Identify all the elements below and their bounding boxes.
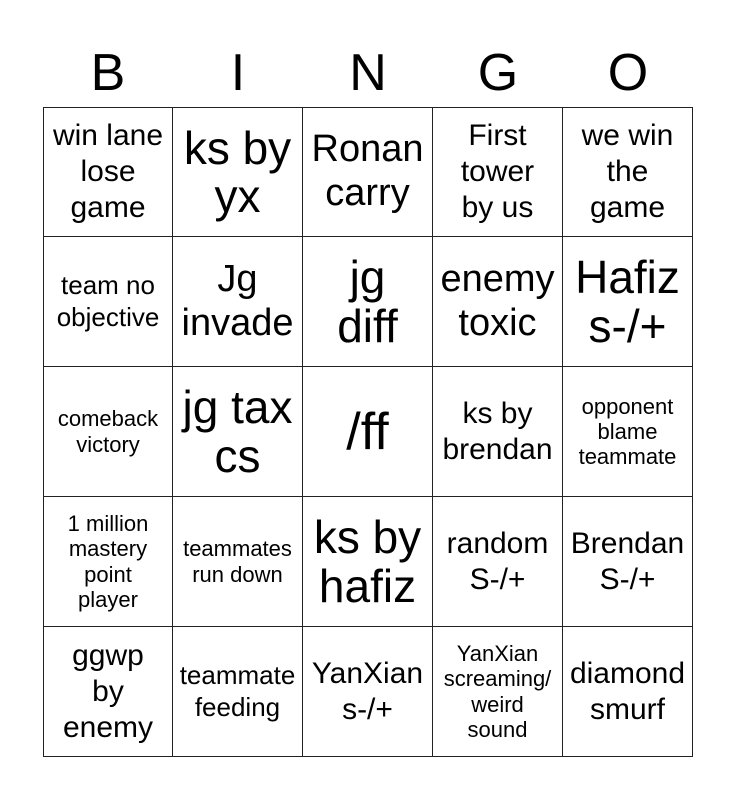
bingo-cell[interactable]: random S-/+ bbox=[433, 497, 563, 627]
bingo-cell[interactable]: jg tax cs bbox=[173, 367, 303, 497]
bingo-cell[interactable]: Hafiz s-/+ bbox=[563, 237, 693, 367]
bingo-cell[interactable]: enemy toxic bbox=[433, 237, 563, 367]
bingo-cell[interactable]: First tower by us bbox=[433, 107, 563, 237]
header-letter-n: N bbox=[349, 44, 387, 102]
bingo-cell[interactable]: /ff bbox=[303, 367, 433, 497]
bingo-cell[interactable]: comeback victory bbox=[43, 367, 173, 497]
bingo-cell[interactable]: 1 million mastery point player bbox=[43, 497, 173, 627]
header-letter-o: O bbox=[607, 44, 649, 102]
bingo-cell[interactable]: win lane lose game bbox=[43, 107, 173, 237]
bingo-cell[interactable]: ks by hafiz bbox=[303, 497, 433, 627]
bingo-cell[interactable]: YanXian screaming/ weird sound bbox=[433, 627, 563, 757]
bingo-cell[interactable]: ggwp by enemy bbox=[43, 627, 173, 757]
header-letter-b: B bbox=[90, 44, 126, 102]
header-letter-i: I bbox=[230, 44, 246, 102]
bingo-board bbox=[43, 107, 693, 757]
bingo-cell[interactable]: Ronan carry bbox=[303, 107, 433, 237]
bingo-cell[interactable]: teammates run down bbox=[173, 497, 303, 627]
bingo-cell[interactable]: ks by brendan bbox=[433, 367, 563, 497]
bingo-cell[interactable]: ks by yx bbox=[173, 107, 303, 237]
bingo-cell[interactable]: opponent blame teammate bbox=[563, 367, 693, 497]
bingo-cell[interactable]: teammate feeding bbox=[173, 627, 303, 757]
bingo-cell[interactable]: Jg invade bbox=[173, 237, 303, 367]
bingo-cell[interactable]: we win the game bbox=[563, 107, 693, 237]
bingo-cell[interactable]: team no objective bbox=[43, 237, 173, 367]
bingo-cell[interactable]: YanXian s-/+ bbox=[303, 627, 433, 757]
bingo-header bbox=[43, 40, 693, 106]
bingo-cell[interactable]: Brendan S-/+ bbox=[563, 497, 693, 627]
bingo-cell[interactable]: diamond smurf bbox=[563, 627, 693, 757]
bingo-cell[interactable]: jg diff bbox=[303, 237, 433, 367]
header-letter-g: G bbox=[477, 44, 519, 102]
